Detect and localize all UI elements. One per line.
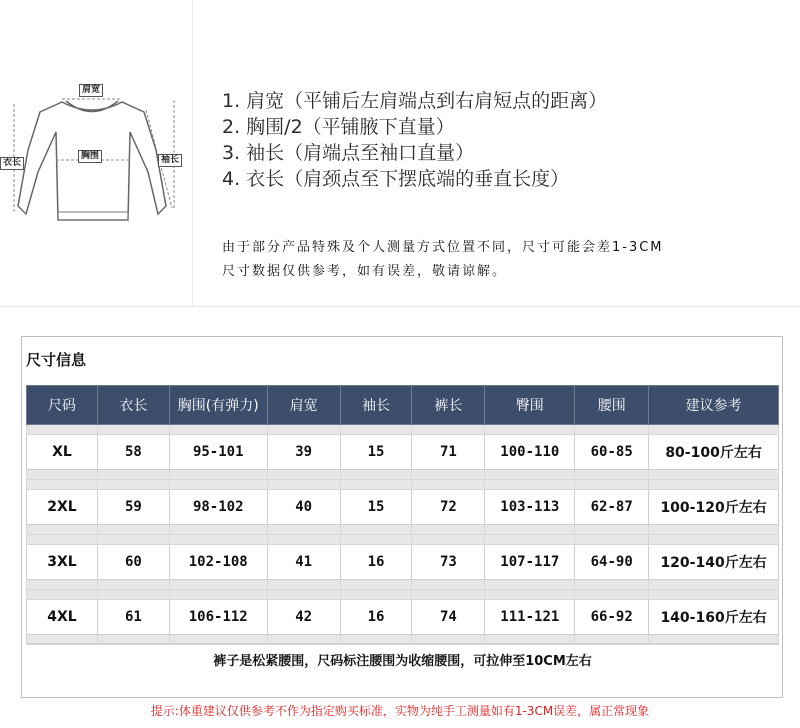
cell-sleeve: 16	[340, 600, 412, 635]
header-chest: 胸围(有弹力)	[169, 386, 267, 425]
cell-waist: 60-85	[575, 435, 649, 470]
cell-chest: 98-102	[169, 490, 267, 525]
cell-pants-length: 72	[412, 490, 485, 525]
cell-suggestion: 100-120斤左右	[649, 490, 779, 525]
cell-waist: 66-92	[575, 600, 649, 635]
instruction-sleeve: 3. 袖长（肩端点至袖口直量）	[222, 142, 475, 164]
measurement-instructions	[222, 88, 782, 192]
cell-chest: 106-112	[169, 600, 267, 635]
cell-size: 3XL	[27, 545, 98, 580]
cell-size: 4XL	[27, 600, 98, 635]
table-gap-row	[27, 480, 779, 490]
table-row	[27, 435, 779, 470]
table-gap-row	[27, 425, 779, 435]
cell-waist: 64-90	[575, 545, 649, 580]
cell-hip: 111-121	[485, 600, 575, 635]
cell-length: 58	[97, 435, 169, 470]
instruction-shoulder: 1. 肩宽（平铺后左肩端点到右肩短点的距离）	[222, 90, 608, 112]
table-row	[27, 545, 779, 580]
cell-shoulder: 40	[267, 490, 340, 525]
header-waist: 腰围	[575, 386, 649, 425]
cell-length: 59	[97, 490, 169, 525]
header-suggestion: 建议参考	[649, 386, 779, 425]
size-table-header-row	[27, 386, 779, 425]
sleeve-length-tag: 袖长	[158, 154, 182, 167]
table-gap-row	[27, 590, 779, 600]
cell-chest: 102-108	[169, 545, 267, 580]
cell-pants-length: 71	[412, 435, 485, 470]
cell-shoulder: 42	[267, 600, 340, 635]
cell-sleeve: 15	[340, 490, 412, 525]
cell-hip: 107-117	[485, 545, 575, 580]
table-gap-row	[27, 470, 779, 480]
size-info-panel	[21, 336, 783, 698]
cell-waist: 62-87	[575, 490, 649, 525]
note-line-1: 由于部分产品特殊及个人测量方式位置不同，尺寸可能会差1-3CM	[222, 240, 664, 255]
header-shoulder: 肩宽	[267, 386, 340, 425]
cell-suggestion: 80-100斤左右	[649, 435, 779, 470]
instruction-chest: 2. 胸围/2（平铺腋下直量）	[222, 116, 455, 138]
cell-sleeve: 16	[340, 545, 412, 580]
cell-hip: 103-113	[485, 490, 575, 525]
table-gap-row	[27, 535, 779, 545]
cell-hip: 100-110	[485, 435, 575, 470]
header-hip: 臀围	[485, 386, 575, 425]
cell-shoulder: 39	[267, 435, 340, 470]
measurement-guide	[0, 0, 800, 307]
header-size: 尺码	[27, 386, 98, 425]
table-gap-row	[27, 525, 779, 535]
cell-size: XL	[27, 435, 98, 470]
bottom-tip: 提示:体重建议仅供参考不作为指定购买标准，实物为纯手工测量如有1-3CM误差，属正常现象	[150, 704, 650, 718]
header-pants-length: 裤长	[412, 386, 485, 425]
cell-pants-length: 74	[412, 600, 485, 635]
table-row	[27, 600, 779, 635]
shoulder-width-tag: 肩宽	[79, 84, 103, 97]
measurement-note	[222, 236, 782, 284]
cell-chest: 95-101	[169, 435, 267, 470]
cell-suggestion: 120-140斤左右	[649, 545, 779, 580]
size-table-title: 尺寸信息	[26, 351, 87, 369]
chest-tag: 胸围	[78, 150, 102, 163]
cell-sleeve: 15	[340, 435, 412, 470]
instruction-length: 4. 衣长（肩颈点至下摆底端的垂直长度）	[222, 168, 570, 190]
garment-length-tag: 衣长	[0, 157, 24, 170]
cell-suggestion: 140-160斤左右	[649, 600, 779, 635]
note-line-2: 尺寸数据仅供参考，如有误差，敬请谅解。	[222, 264, 508, 279]
cell-shoulder: 41	[267, 545, 340, 580]
cell-size: 2XL	[27, 490, 98, 525]
waist-footnote: 裤子是松紧腰围，尺码标注腰围为收缩腰围，可拉伸至10CM左右	[26, 643, 779, 680]
cell-pants-length: 73	[412, 545, 485, 580]
cell-length: 60	[97, 545, 169, 580]
header-length: 衣长	[97, 386, 169, 425]
header-sleeve: 袖长	[340, 386, 412, 425]
table-gap-row	[27, 580, 779, 590]
sweater-diagram	[0, 0, 193, 306]
size-table	[26, 385, 779, 645]
cell-length: 61	[97, 600, 169, 635]
table-row	[27, 490, 779, 525]
